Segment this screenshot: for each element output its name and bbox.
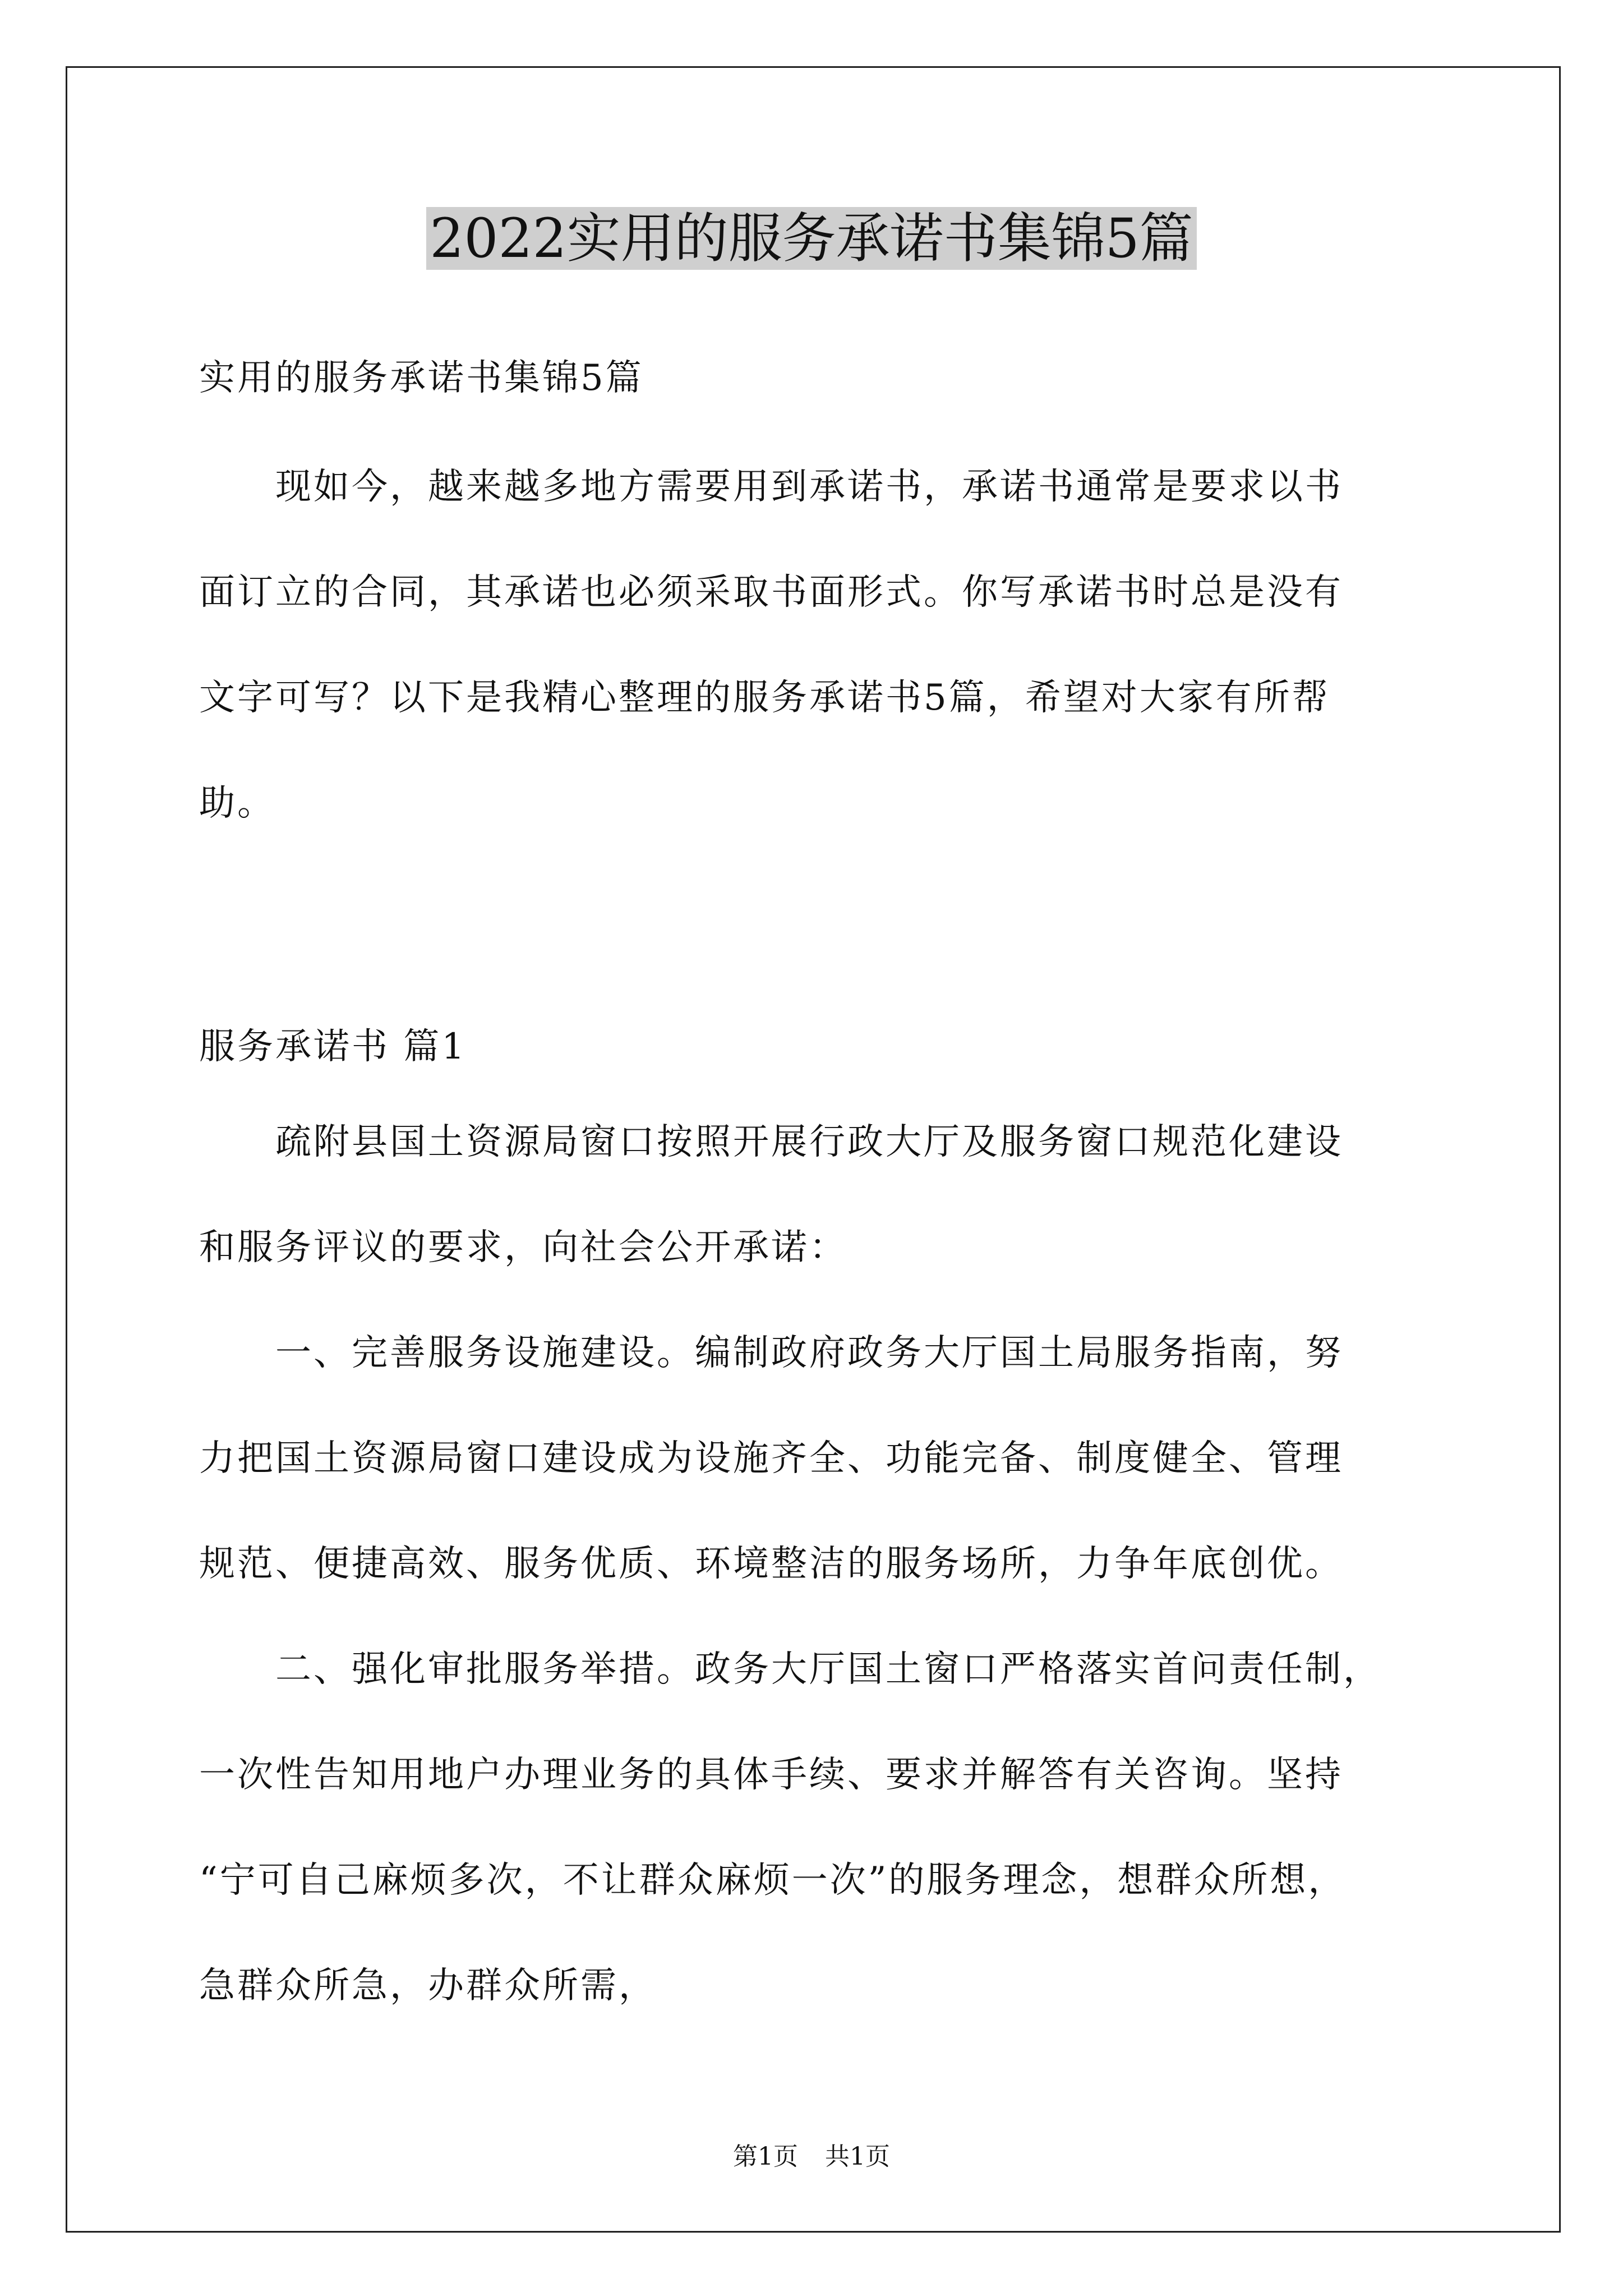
intro-line-1: 现如今，越来越多地方需要用到承诺书，承诺书通常是要求以书 [199,466,1343,508]
body-line-9: 急群众所急，办群众所需， [199,1965,657,2007]
page-footer [0,2140,1623,2174]
intro-line-3: 文字可写？以下是我精心整理的服务承诺书5篇，希望对大家有所帮 [199,677,1330,719]
body-line-5: 规范、便捷高效、服务优质、环境整洁的服务场所，力争年底创优。 [199,1543,1343,1585]
document-title [0,199,1623,278]
page-total: 共1页 [825,2142,890,2171]
intro-line-2: 面订立的合同，其承诺也必须采取书面形式。你写承诺书时总是没有 [199,572,1343,613]
body-line-8: “宁可自己麻烦多次，不让群众麻烦一次”的服务理念，想群众所想， [199,1860,1347,1901]
document-title-text: 2022实用的服务承诺书集锦5篇 [426,207,1196,270]
body-line-2: 和服务评议的要求，向社会公开承诺： [199,1227,847,1268]
body-line-1: 疏附县国土资源局窗口按照开展行政大厅及服务窗口规范化建设 [199,1121,1343,1163]
document-subtitle: 实用的服务承诺书集锦5篇 [199,357,644,399]
section-heading: 服务承诺书 篇1 [199,1026,467,1068]
intro-line-4: 助。 [199,783,275,824]
body-line-3: 一、完善服务设施建设。编制政府政务大厅国土局服务指南，努 [199,1332,1343,1374]
body-line-7: 一次性告知用地户办理业务的具体手续、要求并解答有关咨询。坚持 [199,1754,1343,1796]
body-line-6: 二、强化审批服务举措。政务大厅国土窗口严格落实首问责任制， [199,1649,1381,1690]
body-line-4: 力把国土资源局窗口建设成为设施齐全、功能完备、制度健全、管理 [199,1438,1343,1479]
page-number: 第1页 [733,2142,798,2171]
